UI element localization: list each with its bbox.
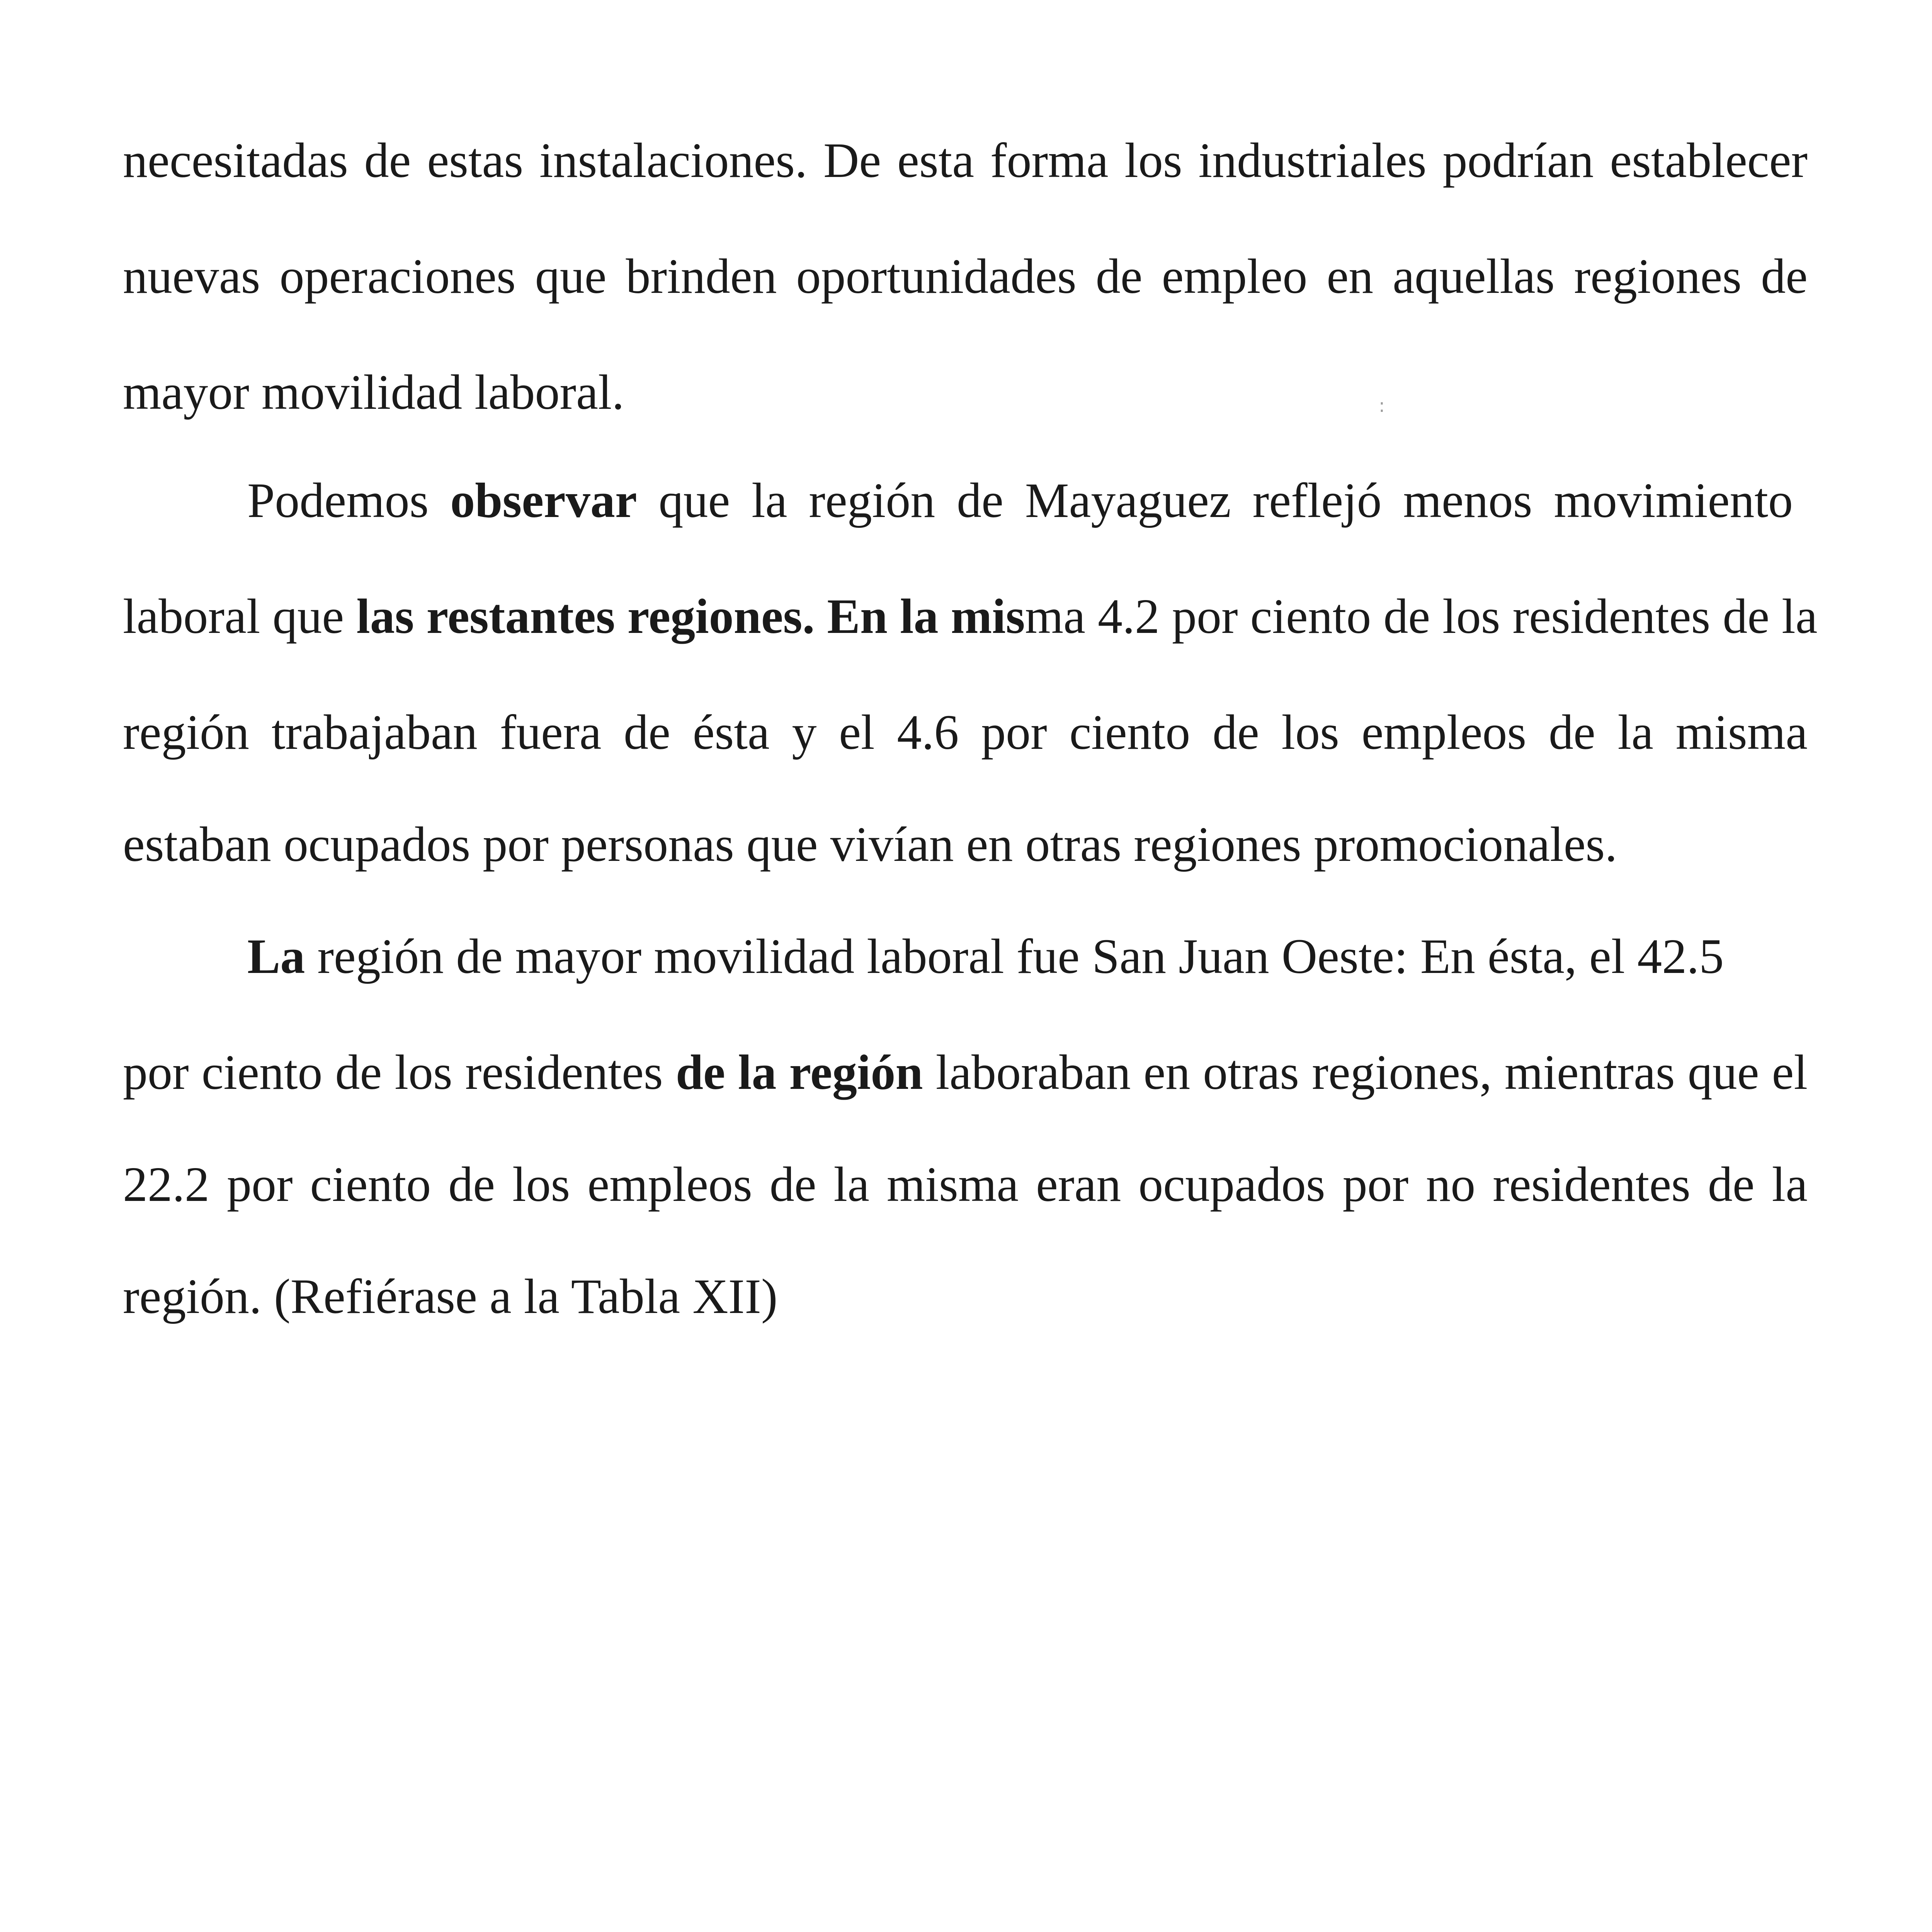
p2-l2-text-e: ma 4.2 por ciento de los residentes de la	[1025, 589, 1818, 644]
paragraph-3-line-2	[123, 1043, 1808, 1101]
p2-l2-space	[815, 589, 827, 644]
stray-mark: :	[1379, 395, 1385, 417]
paragraph-3-line-4: región. (Refiérase a la Tabla XII)	[123, 1269, 778, 1324]
p2-l2-emphasis-1: las restantes regiones.	[356, 589, 815, 644]
paragraph-1-line-2: nuevas operaciones que brinden oportunidades de empleo en aquellas regiones de	[123, 249, 1808, 304]
p3-l2-text-a: por ciento de los residentes	[123, 1045, 676, 1100]
p3-l1-text-b: región de mayor movilidad laboral fue San Juan Oeste: En ésta, el 42.5	[305, 929, 1724, 984]
paragraph-3-line-3: 22.2 por ciento de los empleos de la misma eran ocupados por no residentes de la	[123, 1157, 1808, 1212]
paragraph-1-line-1: necesitadas de estas instalaciones. De esta forma los industriales podrían establecer	[123, 133, 1808, 188]
p2-l1-text-a: Podemos	[247, 473, 451, 528]
p2-l2-text-a: laboral que	[123, 589, 357, 644]
p3-l2-emphasis: de la región	[675, 1045, 923, 1100]
p2-l1-text-c: que la región de Mayaguez reflejó menos movimiento	[637, 473, 1793, 528]
p2-l1-emphasis: observar	[450, 473, 637, 528]
paragraph-2-line-2	[123, 587, 1818, 645]
paragraph-2-line-1	[247, 471, 1793, 529]
paragraph-1-line-3: mayor movilidad laboral.	[123, 365, 624, 420]
paragraph-2-line-4: estaban ocupados por personas que vivían en otras regiones promocionales.	[123, 817, 1617, 872]
paragraph-2-line-3: región trabajaban fuera de ésta y el 4.6 por ciento de los empleos de la misma	[123, 705, 1808, 760]
p3-l2-text-c: laboraban en otras regiones, mientras que el	[923, 1045, 1808, 1100]
p3-l1-emphasis: La	[247, 929, 305, 984]
paragraph-3-line-1	[247, 927, 1793, 985]
p2-l2-emphasis-2: En la mis	[827, 589, 1025, 644]
